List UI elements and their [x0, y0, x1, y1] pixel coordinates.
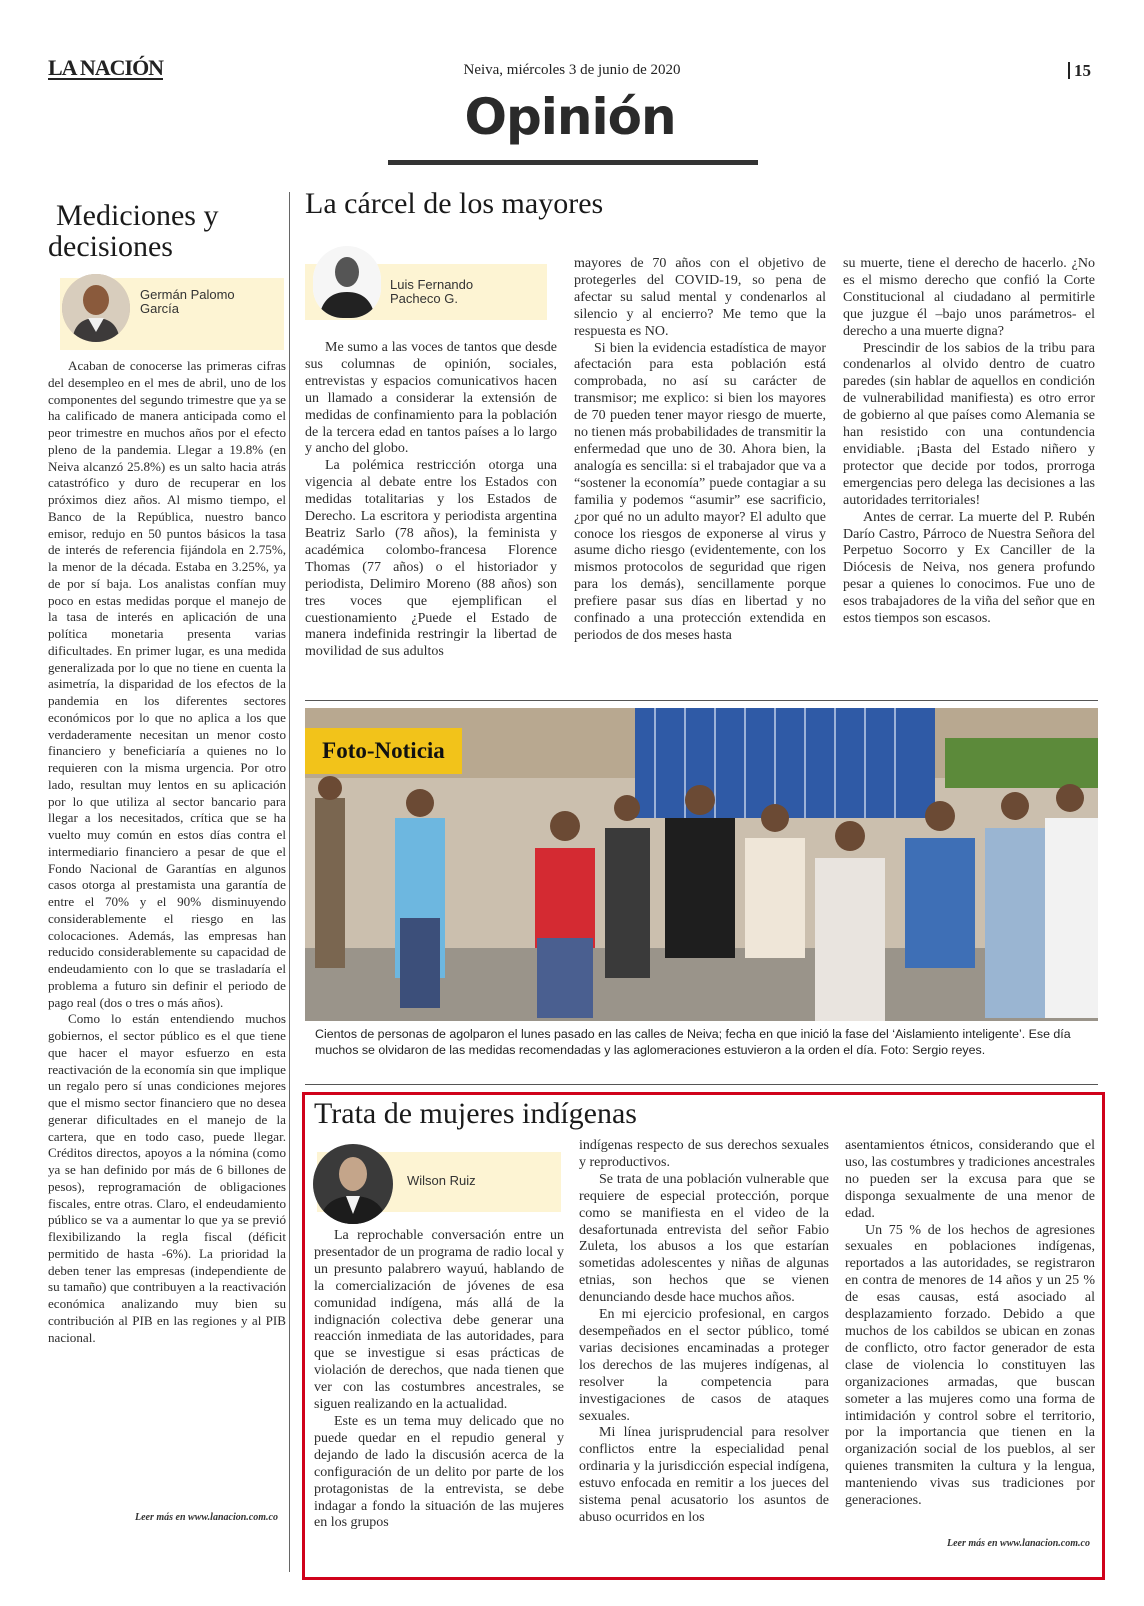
author-name-top: Luis Fernando Pacheco G.	[390, 277, 474, 306]
article-bottom-col3: asentamientos étnicos, considerando que el uso, las costumbres y tradiciones ancestrales no pueden ser la excusa para que se disponga sexualmente de una menor de edad. Un 75 % de los hechos de agresiones sexuales en poblaciones indígenas, reportados a las autoridades, se registraron en contra de menores de 14 años y un 25 % de esas causas, está asociado al desplazamiento forzado. Debido a que muchos de los cabildos se ubican en zonas de conflicto, otro factor generador de esta clase de violencia lo constituyen las organizaciones armadas, que buscan someter a las mujeres como una forma de intimidación y control sobre el territorio, por la importancia que tienen en la organización social de los pueblos, al ser quienes transmiten la cultura y la lengua, manteniendo vivas sus tradiciones por generaciones.	[845, 1138, 1095, 1509]
author-photo	[313, 246, 381, 318]
article-left-body: Acaban de conocerse las primeras cifras del desempleo en el mes de abril, uno de los componentes del segundo trimestre que ya se ha calificado de manera anticipada como el peor trimestre en muchos años por el efecto pleno de la pandemia. Llegar a 19.8% (en Neiva alcanzó 25.8%) es un salto hacia atrás catastrófico y duro de recuperar en los próximos diez años. Al mismo tiempo, el Banco de la República, nuestro banco emisor, redujo en 50 puntos básicos la tasa de interés de referencia fijándola en 2.75%, la menor de la década. Estaba en 3.25%, ya de por sí baja. Los analistas confían muy poco en estas medidas porque el manejo de la tasa de interés en aplicación de una política monetaria presenta varias dificultades. En primer lugar, es una medida generalizada por lo que no tiene en cuenta la asimetría, la disparidad de los efectos de la pandemia en los diferentes sectores económicos por lo que no aplica a los que verdaderamente necesitan un menor costo financiero y beneficiaría a quienes no lo requieren con la misma urgencia. Por otro lado, resultan muy lentos en su aplicación por lo que utiliza al sector bancario para llegar a los necesitados, crítica que se ha vuelto muy común en estos días contra el intermediario financiero a pesar de que el Fondo Nacional de Garantías en algunos casos otorga al prestamista una garantía de entre el 70% y el 90% disminuyendo considerablemente el riesgo en las colocaciones. Además, las empresas han reducido considerablemente su capacidad de endeudamiento con lo que se trasladaría el problema a futuro sin definir el periodo de pago real (dos o tres o más años). Como lo están entendiendo muchos gobiernos, el sector público es el que tiene que hacer el mayor esfuerzo en esta reactivación de la economía sin que implique un regalo pero sí unas condiciones mejores que el mismo sector financiero que no desea generar dificultades en el manejo de la cartera, que en todo caso, puede llegar. Créditos directos, apoyos a la nómina (como ya se han definido por más de 6 billones de pesos), reprogramación de obligaciones fiscales, entre otras. Claro, el endeudamiento público se va a aumentar lo que ya se previó flexibilizando la regla fiscal (déficit permitido de hasta -6%). La prioridad la deben tener las empresas (independiente de su tamaño) que contribuyen a la reactivación económica analizando muy bien su contribución al PIB en las regiones y al PIB nacional.	[48, 358, 286, 1345]
article-left	[48, 200, 286, 262]
person-silhouette-icon	[313, 1144, 393, 1224]
author-name-left: Germán Palomo García	[140, 287, 235, 316]
person-silhouette-icon	[62, 274, 130, 342]
section-title: Opinión	[464, 88, 676, 146]
section-divider	[305, 700, 1098, 701]
article-top-title: La cárcel de los mayores	[305, 187, 604, 220]
author-name-bottom: Wilson Ruiz	[407, 1173, 476, 1188]
section-underline	[388, 160, 758, 165]
author-box-left	[60, 278, 284, 350]
author-box-bottom	[317, 1152, 561, 1212]
article-bottom-col1: La reprochable conversación entre un presentador de un programa de radio local y un presunto palabrero wayuú, hablando de la comercialización de jóvenes de esa comunidad indígena, más allá de la indignación colectiva debe generar una reacción inmediata de las autoridades, para que se investigue si esas prácticas de violación de derechos, que nada tienen que ver con las costumbres ancestrales, se siguen realizando en la actualidad. Este es un tema muy delicado que no puede quedar en el repudio general y dejando de lado la discusión acerca de la configuración de un delito por parte de los protagonistas de la entrevista, se debe indagar a fondo la situación de las mujeres en los grupos	[314, 1228, 564, 1531]
article-top-col2: mayores de 70 años con el objetivo de protegerles del COVID-19, so pena de afectar su salud mental y condenarlos al silencio y al encierro? Me temo que la respuesta es NO. Si bien la evidencia estadística de mayor afectación para esta población está comprobada, no así su carácter de transmisor; me explico: si bien los mayores de 70 pueden tener mayor riesgo de muerte, no tienen más probabilidades de transmitir la enfermedad que uno de 30. Ahora bien, la analogía es sencilla: si el trabajador que va a “sostener la economía” puede contagiar a su familia y podemos “asumir” ese sacrificio, ¿por qué no un adulto mayor? El adulto que conoce los riesgos de exponerse al virus y asume dicho riesgo (evidentemente, con los mismos protocolos de seguridad que rigen para los demás), sencillamente porque prefiere pasar sus días en libertad y no confinado a una protección extendida en periodos de dos meses hasta	[574, 256, 826, 643]
photo-label: Foto-Noticia	[305, 728, 462, 774]
author-box-top	[305, 264, 547, 320]
column-divider	[289, 192, 290, 1572]
issue-date: Neiva, miércoles 3 de junio de 2020	[463, 62, 681, 78]
article-bottom-title: Trata de mujeres indígenas	[314, 1097, 637, 1130]
page-number: 15	[1068, 62, 1091, 79]
section-divider	[305, 1084, 1098, 1085]
article-top-col3: su muerte, tiene el derecho de hacerlo. ¿No es el mismo derecho que confió la Corte Constitucional al ciudadano al permitirle que juzgue él –bajo unos parámetros- el derecho a una muerte digna? Prescindir de los sabios de la tribu para condenarlos al olvido dentro de cuatro paredes (sin hablar de aquellos en condición de vulnerabilidad manifiesta) es otro error de gobierno al que países como Alemania se han resistido con una contundencia envidiable. ¡Basta del Estado niñero y protector que decide por todos, prorroga emergencias pero delega las decisiones a las autoridades territoriales! Antes de cerrar. La muerte del P. Rubén Darío Castro, Párroco de Nuestra Señora del Perpetuo Socorro y Ex Canciller de la Diócesis de Neiva, nos genera profundo pesar a quienes lo conocimos. Fue uno de esos trabajadores de la viña del señor que en estos tiempos son escasos.	[843, 256, 1095, 627]
read-more-bottom[interactable]: Leer más en www.lanacion.com.co	[947, 1538, 1090, 1549]
person-silhouette-icon	[313, 246, 381, 318]
article-left-title: Mediciones y decisiones	[48, 199, 219, 263]
article-top-col1: Me sumo a las voces de tantos que desde sus columnas de opinión, sociales, entrevistas y espacios comunicativos hacen un llamado a considerar la extensión de medidas de confinamiento para la población de la tercera edad en tantos países a lo largo y ancho del globo. La polémica restricción otorga una vigencia al debate entre los Estados con medidas totalitarias y los Estados de Derecho. La escritora y periodista argentina Beatriz Sarlo (78 años), la feminista y académica colombo-francesa Florence Thomas (77 años) o el historiador y periodista, Delimiro Moreno (88 años) son tres voces que ejemplifican el cuestionamiento ¿Puede el Estado de manera indefinida restringir la libertad de movilidad de sus adultos	[305, 340, 557, 660]
read-more-left[interactable]: Leer más en www.lanacion.com.co	[135, 1512, 278, 1523]
photo-caption: Cientos de personas de agolparon el lunes pasado en las calles de Neiva; fecha en que inició la fase del ‘Aislamiento inteligente’. Ese día muchos se olvidaron de las medidas recomendadas y las aglomeraciones estuvieron a la orden el día. Foto: Sergio reyes.	[315, 1027, 1071, 1057]
author-photo	[313, 1144, 393, 1224]
article-bottom-col2: indígenas respecto de sus derechos sexuales y reproductivos. Se trata de una población vulnerable que requiere de especial protección, porque como se manifiesta en el video de la desafortunada entrevista del señor Fabio Zuleta, los abusos a los que estarían sometidas adolescentes y niñas de algunas etnias, son hechos que se vienen denunciando desde hace muchos años. En mi ejercicio profesional, en cargos desempeñados en el sector público, tomé varias decisiones encaminadas a proteger los derechos de las mujeres indígenas, al resolver la competencia para investigaciones de casos de ataques sexuales. Mi línea jurisprudencial para resolver conflictos entre la especialidad penal ordinaria y la jurisdicción especial indígena, estuvo enfocada en remitir a los jueces del sistema penal acusatorio los asuntos de abuso ocurridos en los	[579, 1138, 829, 1525]
author-photo	[62, 274, 130, 342]
newspaper-logo: LA NACIÓN	[48, 55, 164, 80]
